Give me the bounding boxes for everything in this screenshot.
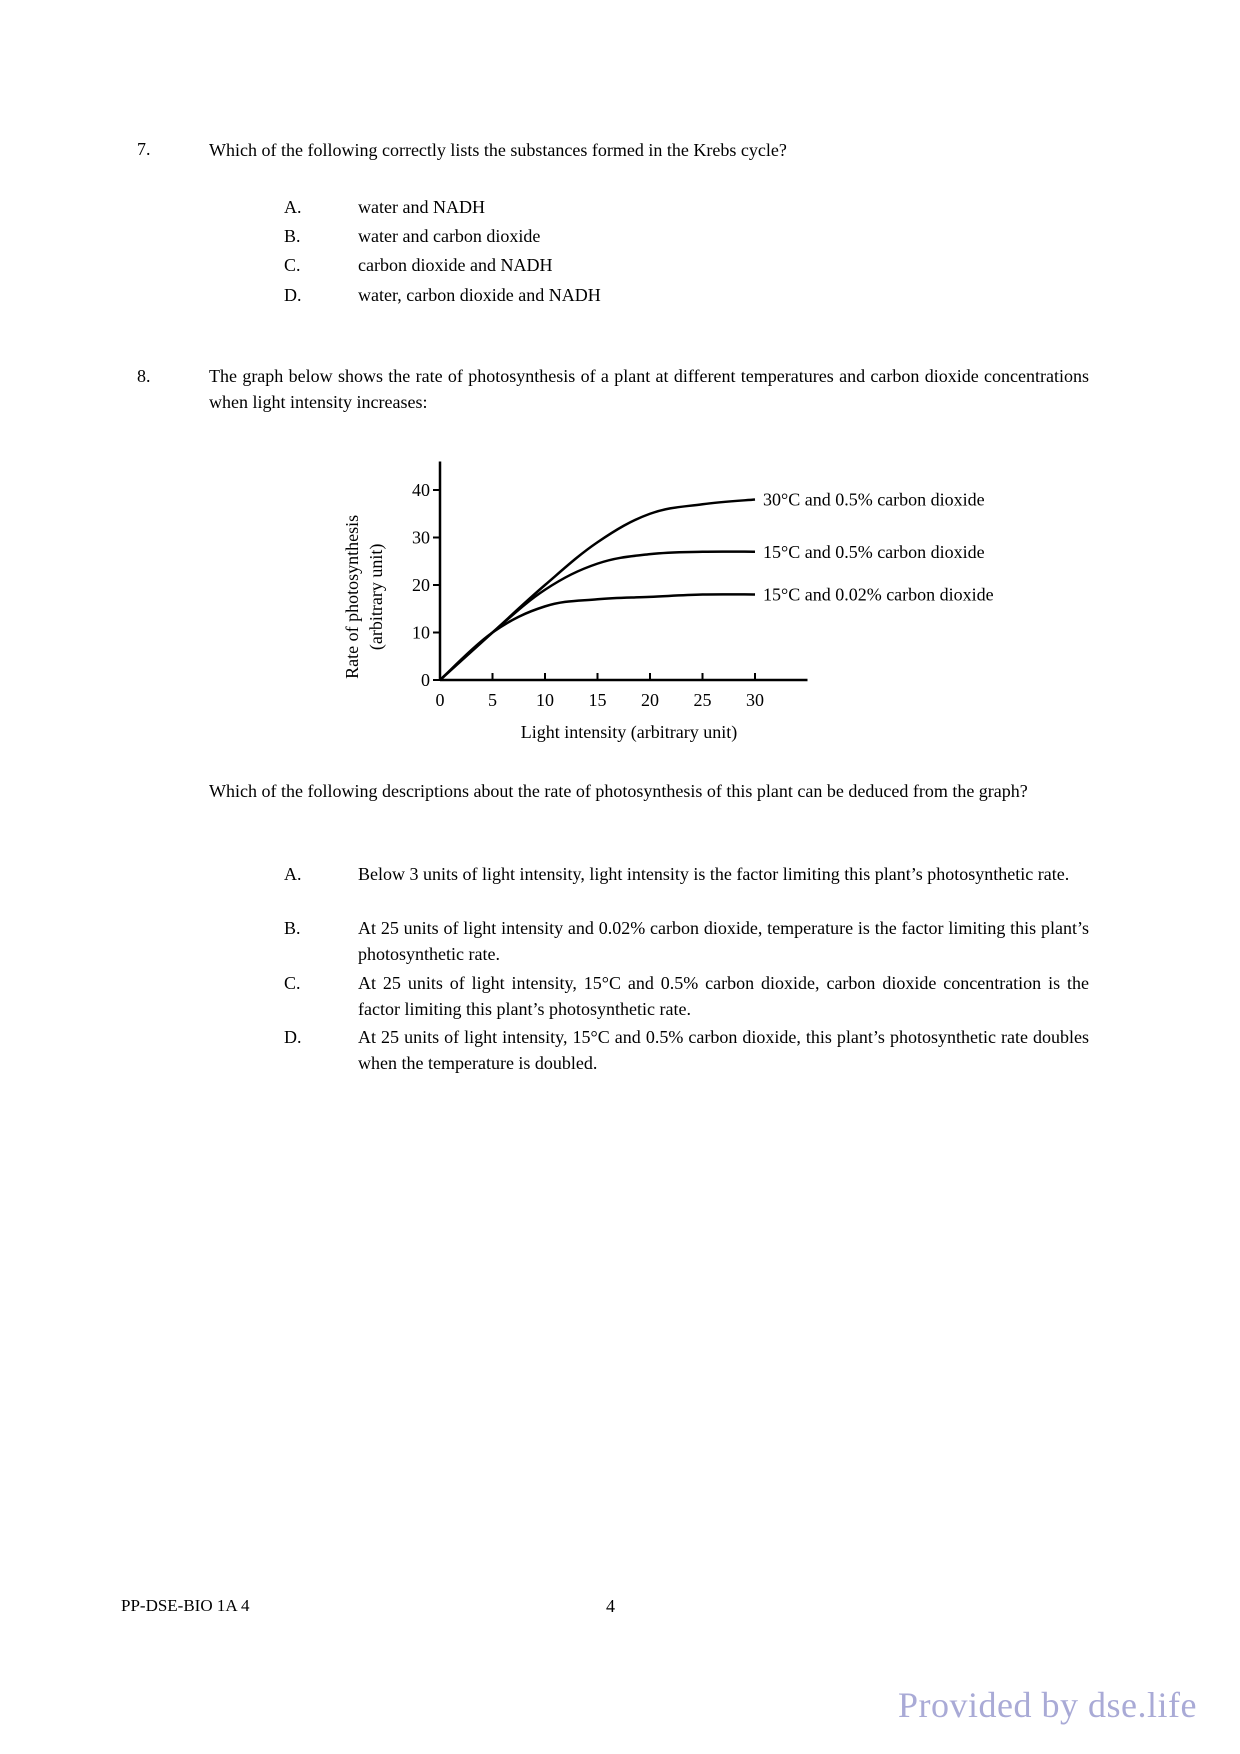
y-tick-label: 40 [412,480,430,500]
question-prompt: Which of the following descriptions about the rate of photosynthesis of this plant can be deduced from the graph? [209,781,1028,801]
option-letter: A. [284,864,302,884]
y-tick-label: 30 [412,527,430,548]
series-label: 15°C and 0.5% carbon dioxide [763,541,985,562]
x-axis-title: Light intensity (arbitrary unit) [520,722,738,742]
option-text: water and carbon dioxide [358,226,541,246]
series-line [440,594,755,680]
question-number: 7. [137,139,151,159]
series-label: 15°C and 0.02% carbon dioxide [763,584,994,605]
series-label: 30°C and 0.5% carbon dioxide [763,489,985,510]
chart-series [440,500,755,681]
y-axis-title: Rate of photosynthesis [342,514,362,679]
option-text: At 25 units of light intensity and 0.02% carbon dioxide, temperature is the factor limiting this plant’s photosynthetic rate. [358,918,1089,964]
paper-code: PP-DSE-BIO 1A 4 [121,1596,250,1615]
x-tick-label: 30 [746,690,764,710]
option-letter: C. [284,973,301,993]
option-text: water and NADH [358,197,485,217]
y-axis-title: (arbitrary unit) [366,543,386,651]
question-stem: The graph below shows the rate of photosynthesis of a plant at different temperatures and carbon dioxide concentrations when light intensity increases: [209,366,1089,412]
option-text: water, carbon dioxide and NADH [358,285,601,305]
option-letter: A. [284,197,302,217]
watermark: Provided by dse.life [898,1685,1197,1725]
y-tick-label: 0 [421,670,430,690]
option-letter: B. [284,226,301,246]
photosynthesis-line-chart [330,440,1050,760]
question-number: 8. [137,366,151,386]
option-text: At 25 units of light intensity, 15°C and 0.5% carbon dioxide, carbon dioxide concentration is the factor limiting this plant’s photosynthetic rate. [358,973,1089,1019]
option-letter: D. [284,285,302,305]
option-text: Below 3 units of light intensity, light intensity is the factor limiting this plant’s photosynthetic rate. [358,864,1070,884]
y-tick-label: 20 [412,575,430,595]
x-tick-label: 20 [641,690,659,710]
y-tick-label: 10 [412,622,430,643]
option-text: carbon dioxide and NADH [358,255,553,275]
series-line [440,500,755,681]
x-tick-label: 10 [536,690,554,710]
x-tick-label: 0 [435,690,445,710]
question-stem: Which of the following correctly lists the substances formed in the Krebs cycle? [209,140,787,160]
option-letter: D. [284,1027,302,1047]
option-letter: B. [284,918,301,938]
page-number: 4 [606,1596,615,1616]
x-tick-label: 15 [588,690,607,710]
chart-axes [440,462,808,681]
x-tick-label: 5 [488,690,497,710]
option-text: At 25 units of light intensity, 15°C and 0.5% carbon dioxide, this plant’s photosynthetic rate doubles when the temperature is doubled. [358,1027,1089,1073]
option-letter: C. [284,255,301,275]
series-line [440,552,755,680]
x-tick-label: 25 [693,690,712,710]
